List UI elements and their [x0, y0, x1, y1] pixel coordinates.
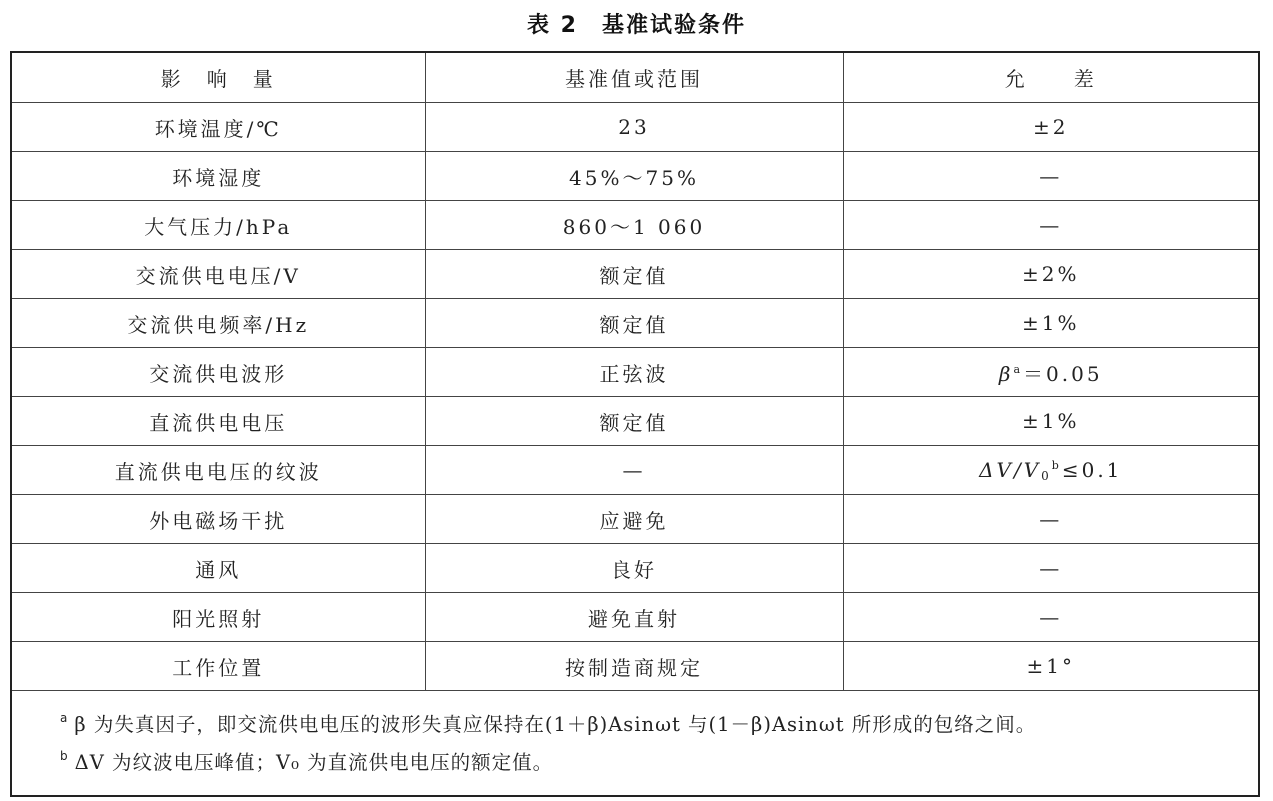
cell-quantity: 大气压力/hPa — [11, 201, 425, 250]
cell-quantity: 工作位置 — [11, 642, 425, 691]
cell-reference: 应避免 — [425, 495, 843, 544]
cell-quantity: 交流供电电压/V — [11, 250, 425, 299]
table-row — [11, 495, 1259, 544]
beta-footnote-marker: a — [1013, 362, 1024, 376]
cell-reference: 860～1 060 — [425, 201, 843, 250]
table-row — [11, 250, 1259, 299]
ripple-footnote-marker: b — [1051, 458, 1062, 472]
table-row — [11, 152, 1259, 201]
cell-quantity: 交流供电频率/Hz — [11, 299, 425, 348]
cell-tolerance: — — [843, 544, 1259, 593]
table-row — [11, 642, 1259, 691]
header-tolerance: 允 差 — [843, 52, 1259, 103]
cell-quantity: 阳光照射 — [11, 593, 425, 642]
table-header-row — [11, 52, 1259, 103]
table-row — [11, 593, 1259, 642]
table-row — [11, 201, 1259, 250]
ripple-value: ≤0.1 — [1061, 457, 1123, 482]
footnote-a — [60, 699, 1258, 737]
cell-tolerance: ±2% — [843, 250, 1259, 299]
header-influence-quantity: 影 响 量 — [11, 52, 425, 103]
beta-symbol: β — [998, 361, 1014, 386]
cell-tolerance-ripple — [843, 446, 1259, 495]
header-reference-value: 基准值或范围 — [425, 52, 843, 103]
beta-value: ＝0.05 — [1023, 361, 1103, 386]
cell-reference: 避免直射 — [425, 593, 843, 642]
cell-quantity: 环境湿度 — [11, 152, 425, 201]
footnotes-row — [11, 691, 1259, 797]
cell-tolerance-beta — [843, 348, 1259, 397]
cell-quantity: 外电磁场干扰 — [11, 495, 425, 544]
cell-tolerance: ±1% — [843, 299, 1259, 348]
ripple-subscript: 0 — [1041, 468, 1052, 483]
cell-reference: 23 — [425, 103, 843, 152]
cell-tolerance: ±1° — [843, 642, 1259, 691]
cell-quantity: 交流供电波形 — [11, 348, 425, 397]
footnote-text: ΔV 为纹波电压峰值；V₀ 为直流供电电压的额定值。 — [74, 751, 554, 774]
cell-quantity: 通风 — [11, 544, 425, 593]
cell-tolerance: — — [843, 201, 1259, 250]
table-title: 表 2 基准试验条件 — [527, 13, 746, 38]
cell-tolerance: — — [843, 152, 1259, 201]
cell-tolerance: ±2 — [843, 103, 1259, 152]
table-row — [11, 348, 1259, 397]
ripple-symbol: ΔV/V — [979, 457, 1042, 482]
cell-reference: 额定值 — [425, 299, 843, 348]
cell-reference: 额定值 — [425, 397, 843, 446]
footnote-marker: a — [60, 711, 69, 725]
table-row — [11, 446, 1259, 495]
cell-reference: 按制造商规定 — [425, 642, 843, 691]
cell-reference: 正弦波 — [425, 348, 843, 397]
cell-reference: 额定值 — [425, 250, 843, 299]
table-row — [11, 544, 1259, 593]
table-row — [11, 397, 1259, 446]
cell-tolerance: ±1% — [843, 397, 1259, 446]
cell-tolerance: — — [843, 593, 1259, 642]
footnote-text: β 为失真因子，即交流供电电压的波形失真应保持在(1＋β)Asinωt 与(1－β)Asinωt 所形成的包络之间。 — [74, 713, 1037, 736]
footnotes-cell — [11, 691, 1259, 797]
footnote-marker: b — [60, 749, 69, 763]
cell-tolerance: — — [843, 495, 1259, 544]
cell-reference: — — [425, 446, 843, 495]
table-row — [11, 299, 1259, 348]
cell-quantity: 直流供电电压的纹波 — [11, 446, 425, 495]
cell-reference: 良好 — [425, 544, 843, 593]
cell-quantity: 直流供电电压 — [11, 397, 425, 446]
cell-reference: 45%～75% — [425, 152, 843, 201]
cell-quantity: 环境温度/℃ — [11, 103, 425, 152]
table-row — [11, 103, 1259, 152]
reference-conditions-table — [10, 51, 1260, 797]
footnote-b — [60, 737, 1258, 775]
